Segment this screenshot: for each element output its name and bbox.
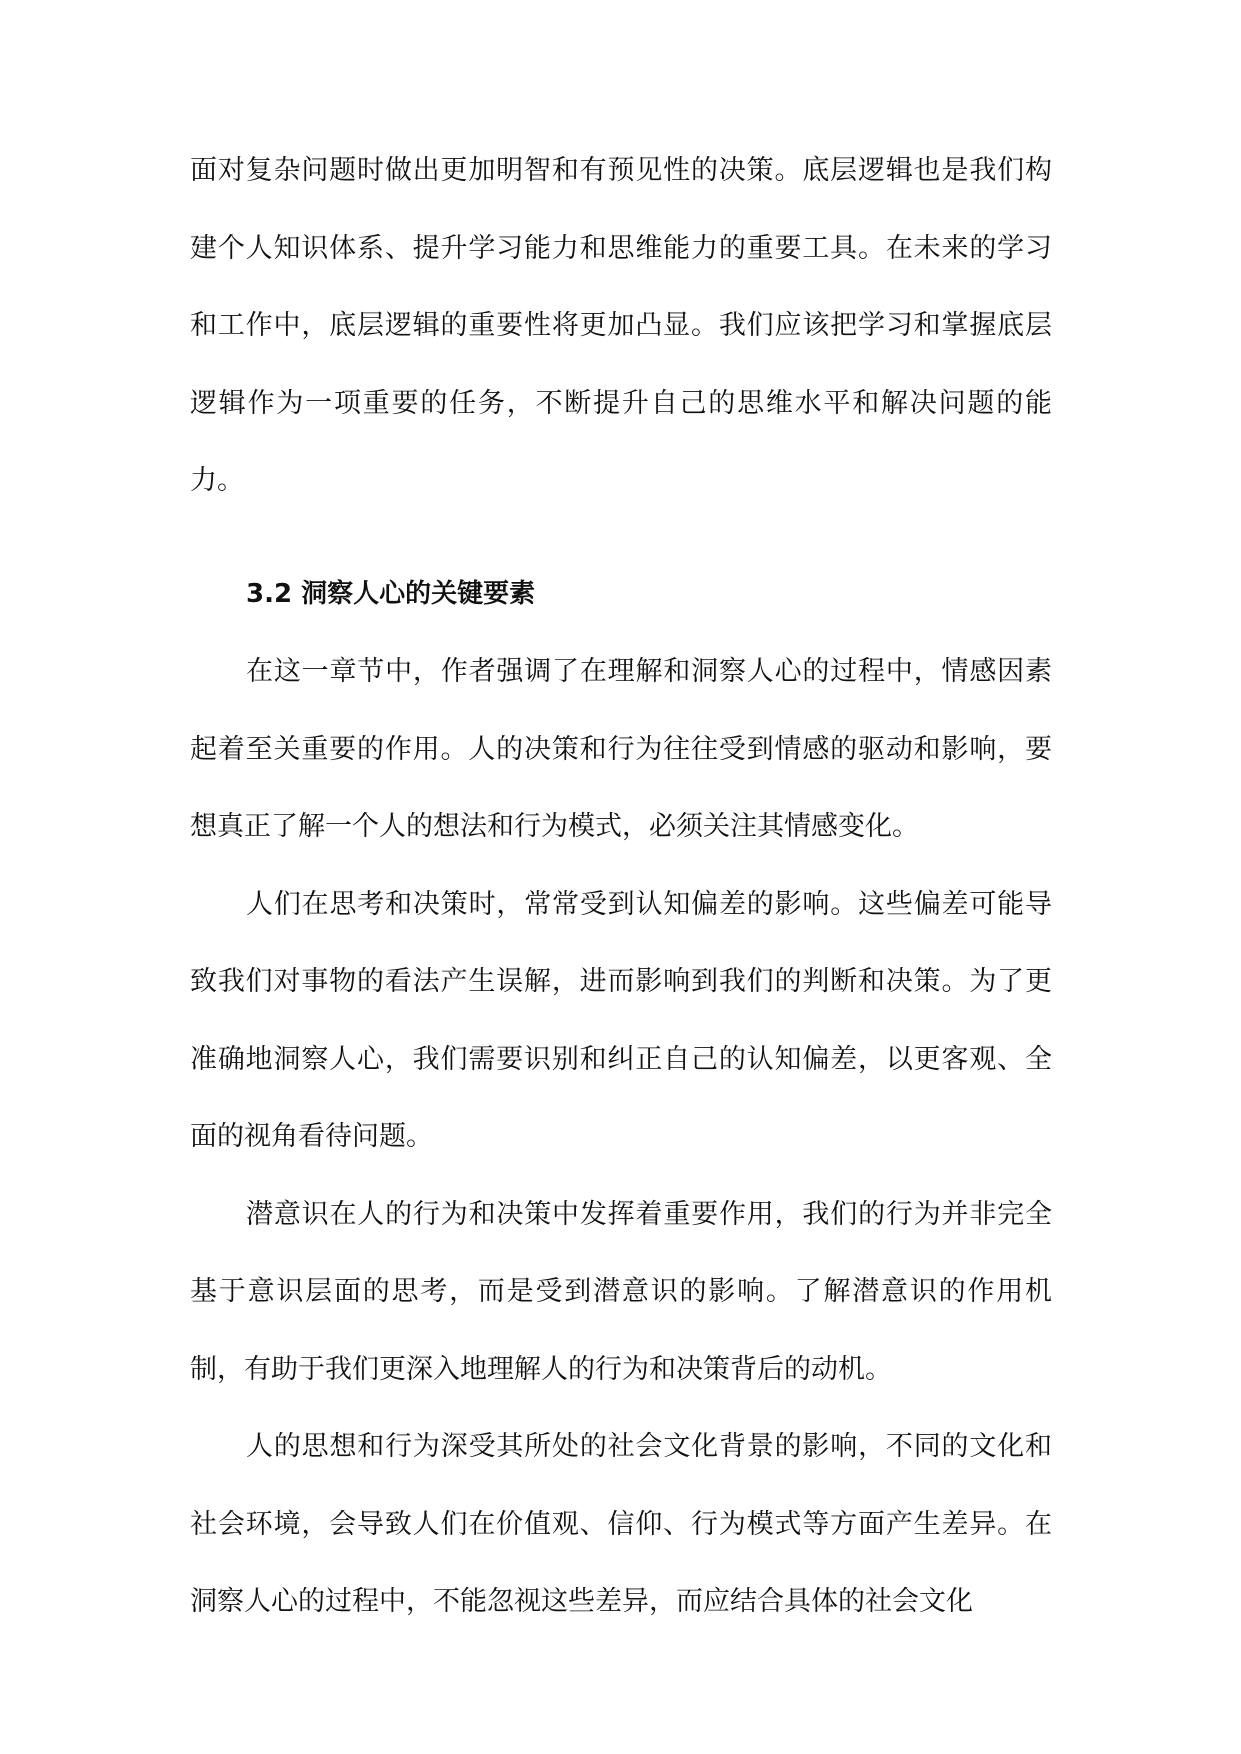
paragraph-cognitive-bias: 人们在思考和决策时，常常受到认知偏差的影响。这些偏差可能导致我们对事物的看法产生误解，进而影响到我们的判断和决策。为了更准确地洞察人心，我们需要识别和纠正自己的认知偏差，以更客观、全面的视角看待问题。 xyxy=(190,888,1052,1152)
paragraph-continued: 面对复杂问题时做出更加明智和有预见性的决策。底层逻辑也是我们构建个人知识体系、提升学习能力和思维能力的重要工具。在未来的学习和工作中，底层逻辑的重要性将更加凸显。我们应该把学习和掌握底层逻辑作为一项重要的任务，不断提升自己的思维水平和解决问题的能力。 xyxy=(190,155,1052,496)
paragraph-emotion: 在这一章节中，作者强调了在理解和洞察人心的过程中，情感因素起着至关重要的作用。人的决策和行为往往受到情感的驱动和影响，要想真正了解一个人的想法和行为模式，必须关注其情感变化。 xyxy=(190,656,1052,842)
document-body xyxy=(190,132,1052,1641)
paragraph-social-culture: 人的思想和行为深受其所处的社会文化背景的影响，不同的文化和社会环境，会导致人们在价值观、信仰、行为模式等方面产生差异。在洞察人心的过程中，不能忽视这些差异，而应结合具体的社会文化 xyxy=(190,1431,1052,1617)
section-heading: 3.2 洞察人心的关键要素 xyxy=(246,578,536,609)
paragraph-subconscious: 潜意识在人的行为和决策中发挥着重要作用，我们的行为并非完全基于意识层面的思考，而是受到潜意识的影响。了解潜意识的作用机制，有助于我们更深入地理解人的行为和决策背后的动机。 xyxy=(190,1198,1052,1385)
